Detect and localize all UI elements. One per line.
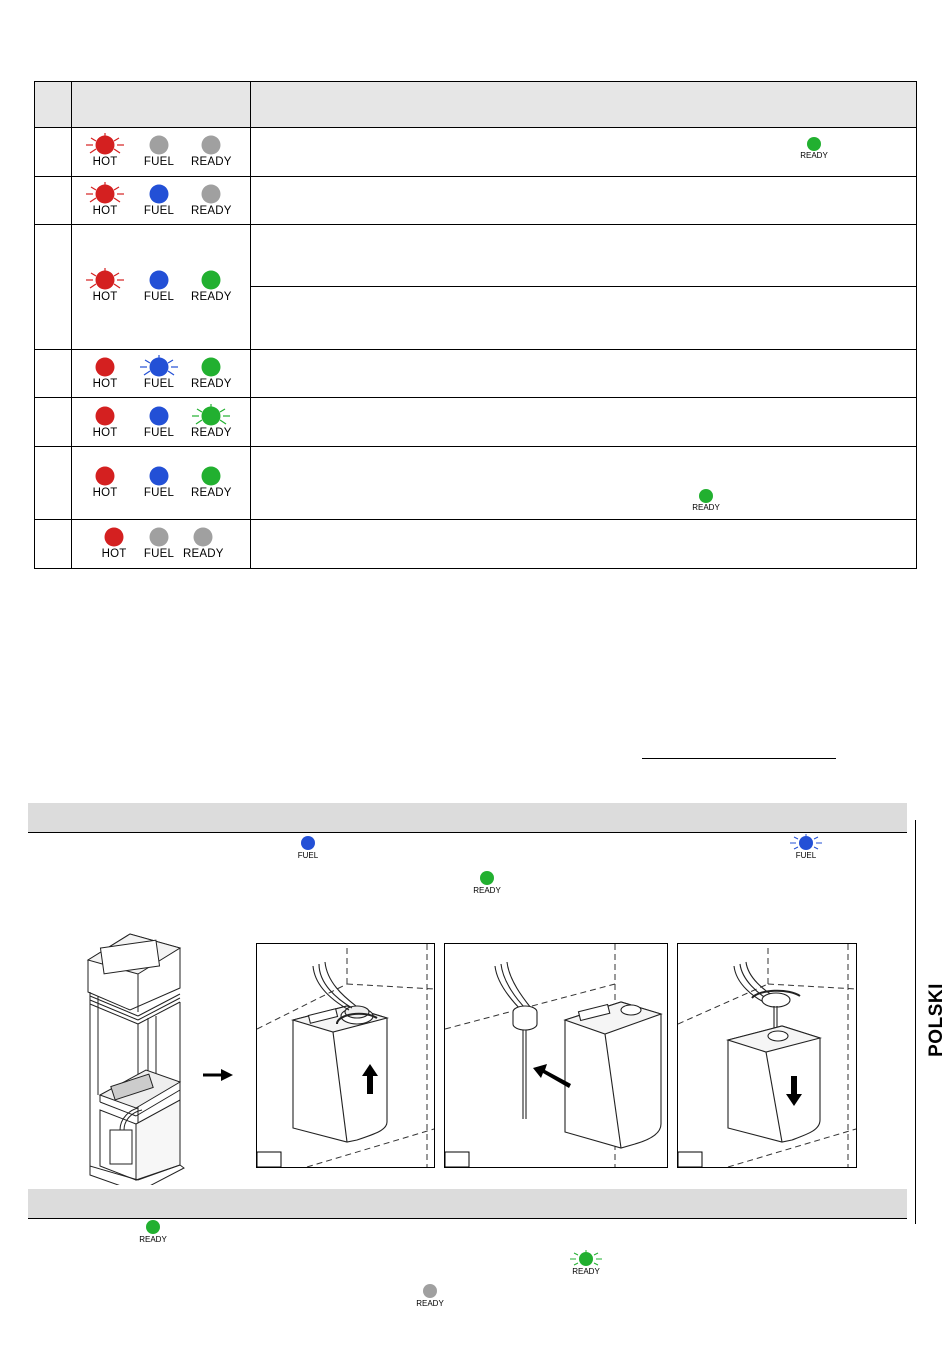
ready-off-icon <box>191 133 231 155</box>
fuel-led <box>139 182 179 218</box>
hot-led <box>85 464 125 500</box>
section-header-band <box>28 803 907 832</box>
hot-label: HOT <box>92 291 118 303</box>
table-border-left <box>34 81 35 569</box>
section-header-band <box>28 1189 907 1218</box>
tank-refill-illustration <box>445 944 667 1167</box>
ready-led <box>191 355 231 391</box>
hot-on-icon <box>85 355 125 377</box>
table-divider <box>34 519 916 520</box>
ready-on-icon <box>794 135 834 151</box>
table-divider <box>34 176 916 177</box>
fuel-on-icon <box>139 182 179 204</box>
ready-label: READY <box>191 291 232 303</box>
ready-led <box>191 133 231 169</box>
fuel-label: FUEL <box>795 851 817 860</box>
inline-ready-off-led <box>410 1282 450 1308</box>
ready-label: READY <box>191 156 232 168</box>
hot-on-icon <box>85 464 125 486</box>
table-divider <box>34 446 916 447</box>
ready-off-icon <box>410 1282 450 1299</box>
ready-off-icon <box>183 525 223 547</box>
fuel-off-icon <box>139 525 179 547</box>
ready-on-icon <box>191 464 231 486</box>
fuel-led <box>139 525 179 561</box>
fuel-led <box>139 464 179 500</box>
led-row-2 <box>85 182 261 222</box>
step-2-panel <box>444 943 668 1168</box>
ready-on-icon <box>191 268 231 290</box>
language-tab <box>925 970 949 1070</box>
fuel-label: FUEL <box>297 851 319 860</box>
hot-label: HOT <box>92 427 118 439</box>
table-border-top <box>34 81 916 82</box>
tank-remove-illustration <box>257 944 434 1167</box>
ready-led <box>191 268 231 304</box>
inline-ready-led <box>467 869 507 895</box>
hot-on-icon <box>94 525 134 547</box>
fuel-led <box>139 404 179 440</box>
led-row-3 <box>85 268 261 308</box>
inline-ready-led <box>686 487 726 512</box>
ready-on-icon <box>467 869 507 886</box>
hot-label: HOT <box>92 487 118 499</box>
led-row-6 <box>85 464 261 504</box>
hot-led <box>85 355 125 391</box>
fuel-label: FUEL <box>143 156 175 168</box>
inline-ready-led <box>133 1218 173 1244</box>
ready-blink-icon <box>191 404 231 426</box>
table-divider <box>34 224 916 225</box>
ready-blink-icon <box>566 1250 606 1267</box>
language-label: POLSKI <box>926 983 947 1057</box>
hot-led <box>85 133 125 169</box>
stove-illustration <box>80 930 240 1185</box>
ready-on-icon <box>191 355 231 377</box>
fuel-label: FUEL <box>143 378 175 390</box>
ready-label: READY <box>191 378 232 390</box>
ready-led <box>183 525 223 561</box>
fuel-on-icon <box>139 464 179 486</box>
table-header <box>35 82 916 127</box>
ready-label: READY <box>416 1299 444 1308</box>
hot-label: HOT <box>92 156 118 168</box>
fuel-led <box>139 133 179 169</box>
ready-label: READY <box>800 151 828 160</box>
tank-insert-illustration <box>678 944 856 1167</box>
ready-led <box>191 182 231 218</box>
ready-on-icon <box>686 487 726 503</box>
underline-rule <box>642 758 836 759</box>
section-header-rule <box>28 832 907 833</box>
hot-on-icon <box>85 404 125 426</box>
fuel-off-icon <box>139 133 179 155</box>
ready-label: READY <box>191 427 232 439</box>
ready-label: READY <box>191 205 232 217</box>
ready-label: READY <box>183 548 224 560</box>
fuel-blink-icon <box>139 355 179 377</box>
inline-fuel-blink-led <box>786 834 826 860</box>
fuel-led <box>139 268 179 304</box>
hot-led <box>85 182 125 218</box>
fuel-led <box>139 355 179 391</box>
fuel-on-icon <box>288 834 328 851</box>
hot-led <box>85 404 125 440</box>
table-border-bottom <box>34 568 916 569</box>
table-border-right <box>916 81 917 569</box>
fuel-label: FUEL <box>143 487 175 499</box>
ready-label: READY <box>139 1235 167 1244</box>
ready-label: READY <box>572 1267 600 1276</box>
inline-ready-led <box>794 135 834 160</box>
hot-blink-icon <box>85 182 125 204</box>
hot-blink-icon <box>85 268 125 290</box>
step-1-panel <box>256 943 435 1168</box>
hot-led <box>85 268 125 304</box>
fuel-label: FUEL <box>143 427 175 439</box>
ready-led <box>191 464 231 500</box>
fuel-label: FUEL <box>143 291 175 303</box>
step-3-panel <box>677 943 857 1168</box>
led-row-7 <box>94 525 270 565</box>
fuel-on-icon <box>139 268 179 290</box>
ready-on-icon <box>133 1218 173 1235</box>
table-divider <box>34 127 916 128</box>
inline-ready-blink-led <box>566 1250 606 1276</box>
hot-label: HOT <box>92 205 118 217</box>
ready-label: READY <box>191 487 232 499</box>
ready-off-icon <box>191 182 231 204</box>
fuel-blink-icon <box>786 834 826 851</box>
ready-label: READY <box>692 503 720 512</box>
hot-label: HOT <box>101 548 127 560</box>
ready-label: READY <box>473 886 501 895</box>
ready-led <box>191 404 231 440</box>
hot-label: HOT <box>92 378 118 390</box>
right-arrow-icon <box>203 1067 235 1083</box>
fuel-label: FUEL <box>143 205 175 217</box>
table-divider <box>34 349 916 350</box>
fuel-on-icon <box>139 404 179 426</box>
led-row-1 <box>85 133 261 173</box>
table-divider <box>34 397 916 398</box>
hot-led <box>94 525 134 561</box>
table-subdivider <box>250 286 916 287</box>
table-column-divider <box>71 81 72 569</box>
side-tab-rule <box>915 820 916 1224</box>
inline-fuel-led <box>288 834 328 860</box>
led-row-4 <box>85 355 261 395</box>
led-row-5 <box>85 404 261 444</box>
hot-blink-icon <box>85 133 125 155</box>
fuel-label: FUEL <box>143 548 175 560</box>
